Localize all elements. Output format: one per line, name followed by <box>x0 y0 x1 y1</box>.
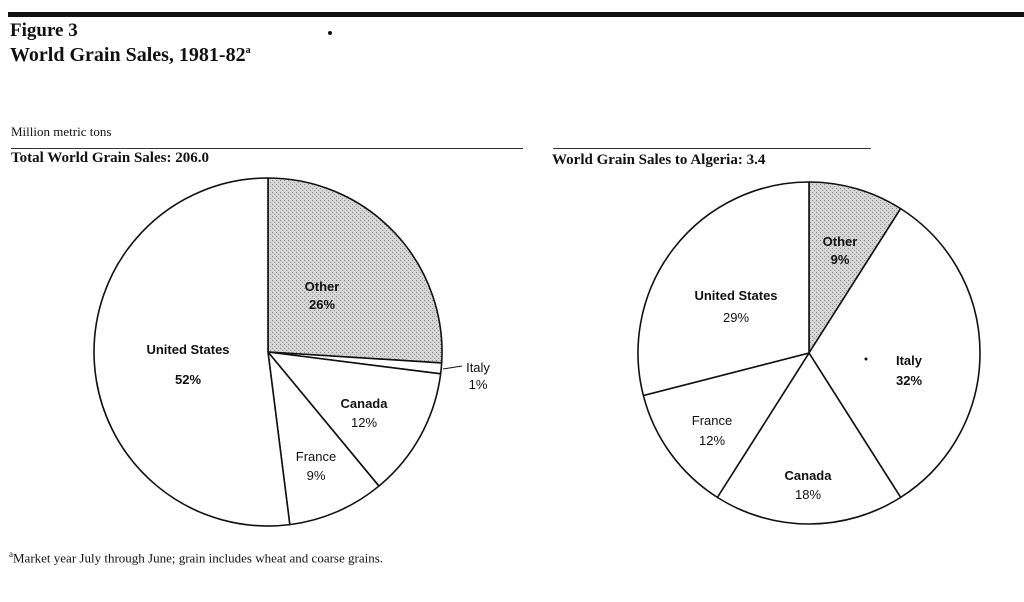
pie0-label-france: France <box>295 449 337 464</box>
pie0-value-united-states: 52% <box>174 372 202 387</box>
pie1-label-other: Other <box>822 234 858 249</box>
footnote <box>9 545 383 567</box>
footnote-text: Market year July through June; grain includes wheat and coarse grains. <box>13 550 384 566</box>
pie0-label-italy: Italy <box>466 360 490 375</box>
pie0-label-united-states: United States <box>146 342 230 357</box>
pie0-value-italy: 1% <box>468 377 488 392</box>
footnote-marker: a <box>9 549 13 559</box>
figure-title-text: World Grain Sales, 1981-82 <box>10 44 246 66</box>
pie1-value-united-states: 29% <box>722 310 750 325</box>
pie0-value-france: 9% <box>306 468 326 483</box>
left-chart-title: Total World Grain Sales: 206.0 <box>11 150 209 166</box>
pie1-value-canada: 18% <box>794 487 822 502</box>
pie1-label-canada: Canada <box>784 468 832 483</box>
pie0-value-canada: 12% <box>350 415 378 430</box>
pie1-label-italy: Italy <box>895 353 923 368</box>
pie0-label-other: Other <box>304 279 340 294</box>
pie1-value-other: 9% <box>830 252 850 267</box>
right-chart-title: World Grain Sales to Algeria: 3.4 <box>552 152 766 168</box>
figure-number: Figure 3 <box>10 20 78 41</box>
units-label: Million metric tons <box>11 124 112 139</box>
pie1-label-france: France <box>691 413 733 428</box>
figure-title-footnote-marker: a <box>245 45 251 56</box>
pie0-label-canada: Canada <box>340 396 388 411</box>
pie1-mark-0 <box>865 358 868 361</box>
pie1-label-united-states: United States <box>694 288 778 303</box>
pie1-value-france: 12% <box>698 433 726 448</box>
pie0-value-other: 26% <box>308 297 336 312</box>
pie1-value-italy: 32% <box>895 373 923 388</box>
